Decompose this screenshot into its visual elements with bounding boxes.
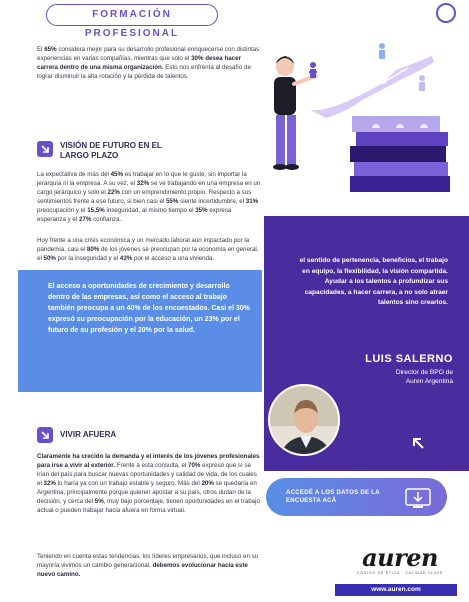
section-tag: FORMACIÓN PROFESIONAL — [46, 4, 218, 26]
highlight-box — [18, 270, 262, 392]
vision-title: VISIÓN DE FUTURO EN EL LARGO PLAZO — [60, 141, 162, 160]
download-icon — [404, 487, 432, 514]
logo-text: auren — [362, 543, 438, 572]
intro-paragraph: El 65% considera mejor para su desarrollo profesional enriquecerse con distintas experiencias en varias compañías, mientras que solo el 30% desea hacer carrera dentro de una misma organización. Esto nos enfrenta al desafío de lograr disminuir la alta rotación y la pérdida de talentos. — [37, 46, 260, 80]
arrow-down-right-icon — [37, 141, 53, 157]
arrow-up-left-icon — [411, 436, 425, 455]
survey-data-label: ACCEDÉ A LOS DATOS DE LA ENCUESTA ACÁ — [286, 489, 380, 504]
person-role — [320, 368, 453, 386]
vision-paragraph-2: Hoy frente a una crisis económica y un mercado laboral aún impactado por la pandemia, casi el 80% de los jóvenes se preocupan por la economía en general, el 50% por la inseguridad y el 43% por el acceso a una vivienda. — [37, 237, 259, 262]
vivir-paragraph-2: Teniendo en cuenta estas tendencias, los líderes empresarios, que incluso en su mayoría vivimos un cambio generacional, debemos evolucionar hacia este nuevo camino. — [37, 553, 259, 578]
vivir-title: VIVIR AFUERA — [60, 430, 117, 439]
auren-logo — [345, 543, 455, 575]
presentation-illustration — [262, 34, 469, 216]
decorative-circle — [436, 3, 456, 23]
survey-data-button[interactable] — [266, 478, 447, 516]
person-role-line-2: Auren Argentina — [405, 378, 453, 385]
vivir-paragraph-1: Claramente ha crecido la demanda y el interés de los jóvenes profesionales para irse a vivir al exterior. Frente a esta consulta, el 70% expresó que sí se irían del país para buscar nuevas oportunidades y calidad de vida, de los cuales el 32% lo haría ya con un trabajo estable y seguro. Más del 20% se quedaría en Argentina, principalmente porque quieren apostar a su país, otros dudan de la decisión, y cerca del 5%, muy bajo porcentaje, tienen oportunidades en el trabajo actual o pueden trabajar hacia afuera en forma virtual. — [37, 453, 260, 514]
person-photo — [268, 384, 340, 456]
vision-heading — [37, 141, 180, 161]
person-role-line-1: Director de BPO de — [395, 369, 453, 376]
website-link[interactable]: www.auren.com — [335, 584, 457, 596]
vivir-heading — [37, 427, 180, 443]
arrow-down-right-icon — [37, 427, 53, 443]
person-name: LUIS SALERNO — [365, 353, 453, 365]
quote-marks: “” — [337, 196, 368, 231]
vision-paragraph-1: La expectativa de más del 45% es trabajar en lo que le guste, sin importar la jerarquía ni la empresa. A su vez, el 32% se ve trabajando en una empresa en un cargo jerárquico y solo el 22% con un emprendimiento propio. Respecto a sus sentimientos frente a ese futuro, si bien casi el 55% siente incertidumbre, el 31% preocupación y el 15,5% inseguridad, al mismo tiempo el 35% expresa esperanza y el 27% confianza. — [37, 171, 261, 223]
highlight-text: El acceso a oportunidades de crecimiento y desarrollo dentro de las empresas, así como el acceso al trabajo también preocupa a un 40% de los encuestados. Casi el 30% expresó su preocupación por la educación, un 23% por el futuro de su profesión y el 20% por la salud. — [48, 283, 250, 334]
quote-text: el sentido de pertenencia, beneficios, el trabajo en equipo, la flexibilidad, la visión compartida. Ayudar a los talentos a profundizar sus capacidades, a hacer carrera, a no solo atraer talentos sino crearlos. — [299, 257, 448, 306]
logo-tagline: CÓDIGO DE ÉTICA · CALIDAD CLAVE — [356, 571, 444, 575]
